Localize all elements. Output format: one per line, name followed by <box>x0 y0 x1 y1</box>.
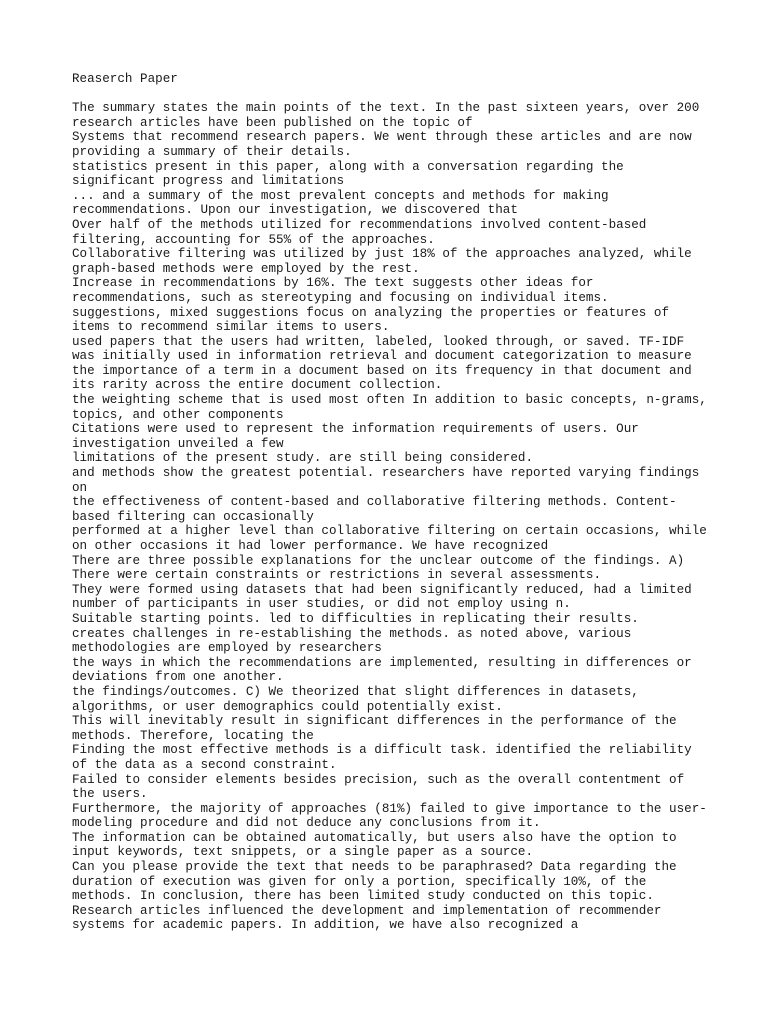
text-line: suggestions, mixed suggestions focus on analyzing the properties or features of items to recommend similar items to users. <box>72 305 677 335</box>
document-body <box>72 101 715 933</box>
text-line: statistics present in this paper, along with a conversation regarding the significant progress and limitations <box>72 159 632 189</box>
text-line: Finding the most effective methods is a difficult task. identified the reliability of the data as a second constraint. <box>72 743 700 772</box>
text-line: limitations of the present study. are still being considered. <box>72 451 534 466</box>
text-line: used papers that the users had written, labeled, looked through, or saved. TF-IDF was initially used in information retrieval and document categorization to measure the importance of a term in a document based on its frequency in that document and its rarity across the entire document collection. <box>72 334 700 393</box>
document-page <box>72 72 715 933</box>
text-line: Furthermore, the majority of approaches (81%) failed to give importance to the user-modeling procedure and did not deduce any conclusions from it. <box>72 801 707 831</box>
text-line: They were formed using datasets that had been significantly reduced, had a limited number of participants in user studies, or did not employ using n. <box>72 582 700 612</box>
text-line: ... and a summary of the most prevalent concepts and methods for making recommendations. Upon our investigation, we discovered that <box>72 188 617 218</box>
text-line: the ways in which the recommendations are implemented, resulting in differences or deviations from one another. <box>72 655 700 685</box>
text-line: The information can be obtained automatically, but users also have the option to input keywords, text snippets, or a single paper as a source. <box>72 830 685 860</box>
text-line: Can you please provide the text that needs to be paraphrased? Data regarding the duration of execution was given for only a portion, specifically 10%, of the methods. In conclusion, there has been limited study conducted on this topic. <box>72 860 685 904</box>
text-line: This will inevitably result in significant differences in the performance of the methods. Therefore, locating the <box>72 714 685 743</box>
text-line: the findings/outcomes. C) We theorized that slight differences in datasets, algorithms, or user demographics could potentially exist. <box>72 684 647 714</box>
document-title: Reaserch Paper <box>72 72 178 86</box>
text-line: creates challenges in re-establishing the methods. as noted above, various methodologies are employed by researchers <box>72 626 639 656</box>
text-line: performed at a higher level than collaborative filtering on certain occasions, while on other occasions it had lower performance. We have recognized <box>72 524 715 553</box>
text-line: There are three possible explanations for the unclear outcome of the findings. A) There were certain constraints or restrictions in several assessments. <box>72 553 692 583</box>
text-line: Citations were used to represent the information requirements of users. Our investigation unveiled a few <box>72 422 647 451</box>
text-line: the weighting scheme that is used most often In addition to basic concepts, n-grams, topics, and other components <box>72 393 715 422</box>
text-line: Systems that recommend research papers. We went through these articles and are now providing a summary of their details. <box>72 130 700 159</box>
text-line: Research articles influenced the development and implementation of recommender systems for academic papers. In addition, we have also recognized a <box>72 903 670 933</box>
text-line: Suitable starting points. led to difficulties in replicating their results. <box>72 611 639 626</box>
text-line: Increase in recommendations by 16%. The text suggests other ideas for recommendations, such as stereotyping and focusing on individual items. <box>72 276 609 305</box>
text-line: Failed to consider elements besides precision, such as the overall contentment of the users. <box>72 772 692 802</box>
text-line: Collaborative filtering was utilized by just 18% of the approaches analyzed, while graph-based methods were employed by the rest. <box>72 247 700 276</box>
text-line: and methods show the greatest potential. researchers have reported varying findings on <box>72 466 707 495</box>
text-line: Over half of the methods utilized for recommendations involved content-based filtering, accounting for 55% of the approaches. <box>72 217 654 247</box>
text-line: the effectiveness of content-based and collaborative filtering methods. Content-based filtering can occasionally <box>72 495 677 524</box>
text-line: The summary states the main points of the text. In the past sixteen years, over 200 research articles have been published on the topic of <box>72 101 707 130</box>
